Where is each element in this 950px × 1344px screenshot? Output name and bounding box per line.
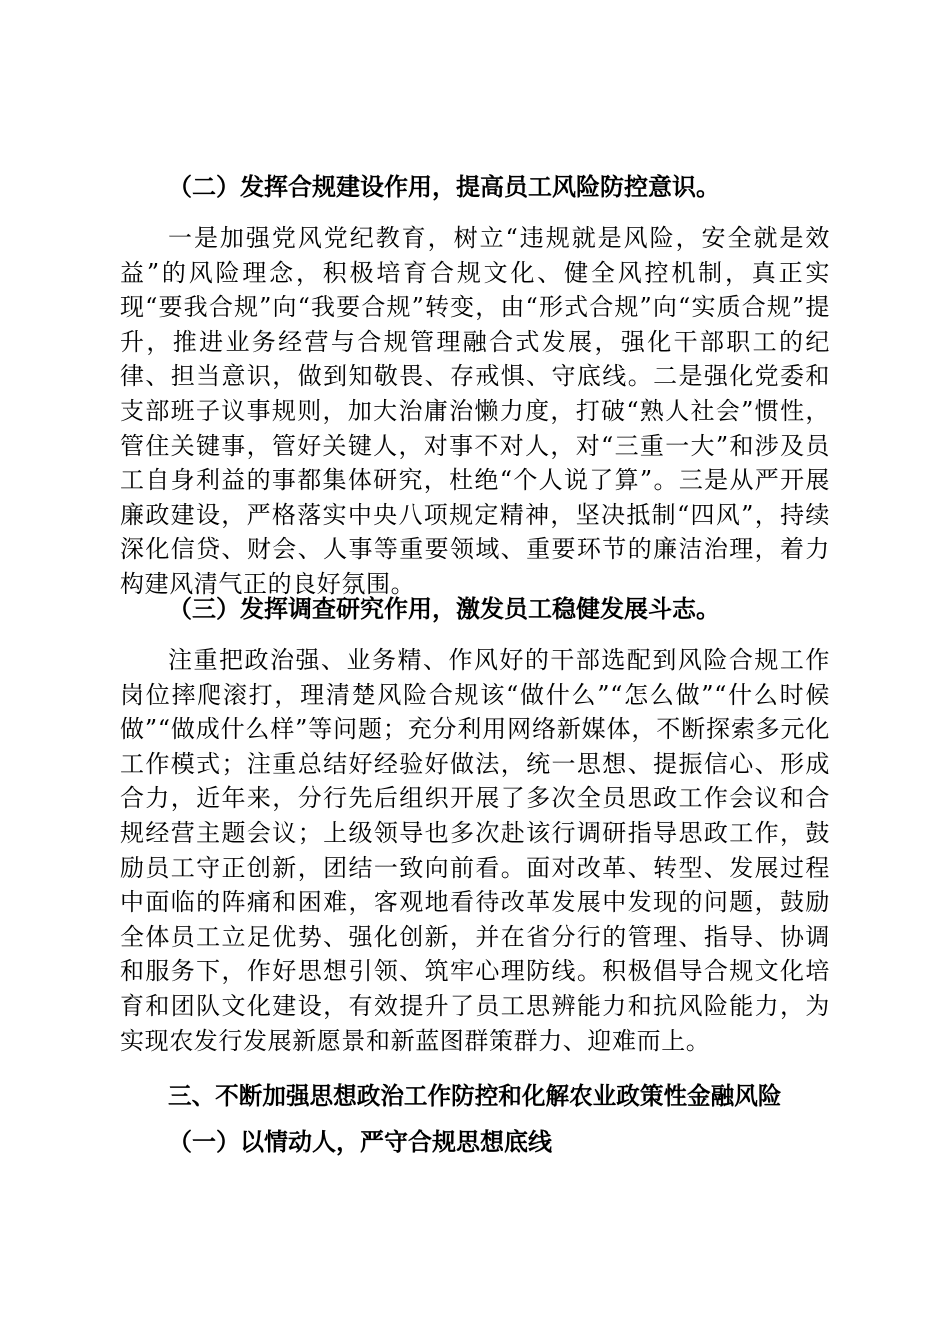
document-page xyxy=(120,0,830,1344)
body-paragraph-3: 注重把政治强、业务精、作风好的干部选配到风险合规工作岗位摔爬滚打，理清楚风险合规该“做什么”“怎么做”“什么时候做”“做成什么样”等问题；充分利用网络新媒体，不断探索多元化工作模式；注重总结好经验好做法，统一思想、提振信心、形成合力，近年来，分行先后组织开展了多次全员思政工作会议和合规经营主题会议；上级领导也多次赴该行调研指导思政工作，鼓励员工守正创新，团结一致向前看。面对改革、转型、发展过程中面临的阵痛和困难，客观地看待改革发展中发现的问题，鼓励全体员工立足优势、强化创新，并在省分行的管理、指导、协调和服务下，作好思想引领、筑牢心理防线。积极倡导合规文化培育和团队文化建设，有效提升了员工思辨能力和抗风险能力，为实现农发行发展新愿景和新蓝图群策群力、迎难而上。 xyxy=(120,646,830,1055)
subsection-heading-2: （二）发挥合规建设作用，提高员工风险防控意识。 xyxy=(168,173,720,201)
subsection-heading-3: （三）发挥调查研究作用，激发员工稳健发展斗志。 xyxy=(168,595,720,623)
body-paragraph-2: 一是加强党风党纪教育，树立“违规就是风险，安全就是效益”的风险理念，积极培育合规文化、健全风控机制，真正实现“要我合规”向“我要合规”转变，由“形式合规”向“实质合规”提升，推进业务经营与合规管理融合式发展，强化干部职工的纪律、担当意识，做到知敬畏、存戒惧、守底线。二是强化党委和支部班子议事规则，加大治庸治懒力度，打破“熟人社会”惯性，管住关键事，管好关键人，对事不对人，对“三重一大”和涉及员工自身利益的事都集体研究，杜绝“个人说了算”。三是从严开展廉政建设，严格落实中央八项规定精神，坚决抵制“四风”，持续深化信贷、财会、人事等重要领域、重要环节的廉洁治理，着力构建风清气正的良好氛围。 xyxy=(120,224,830,598)
section-heading-3: 三、不断加强思想政治工作防控和化解农业政策性金融风险 xyxy=(168,1082,782,1110)
subsection-heading-3-1: （一）以情动人，严守合规思想底线 xyxy=(168,1128,552,1156)
